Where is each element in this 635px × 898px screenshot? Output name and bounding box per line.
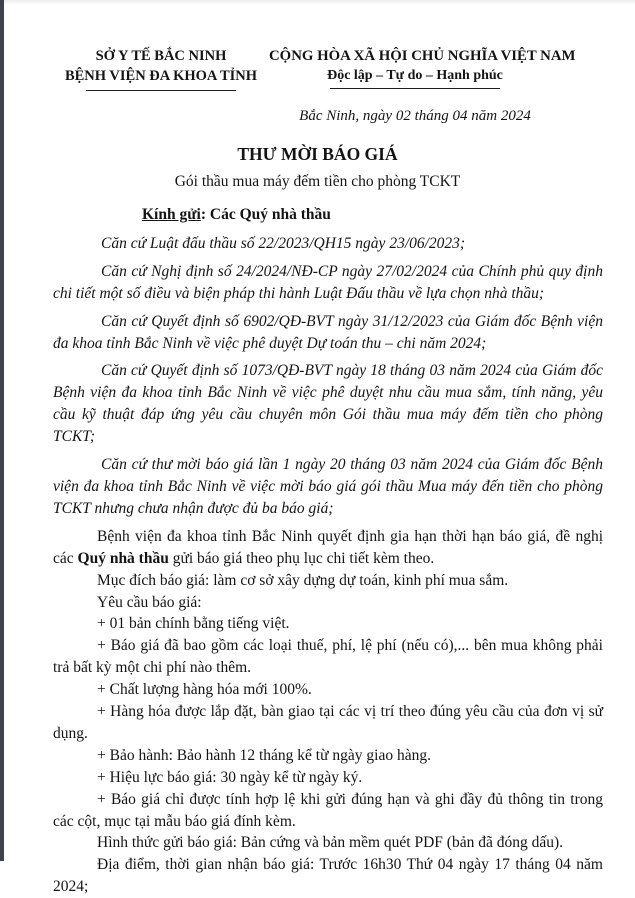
page-top-edge — [0, 0, 635, 5]
document-header — [0, 0, 635, 126]
org-name: BỆNH VIỆN ĐA KHOA TỈNH — [64, 68, 258, 84]
quote-requirement-item: + Báo giá đã bao gồm các loại thuế, phí, lệ phí (nếu có),... bên mua không phải trả bất kỳ một chi phí nào thêm. — [53, 637, 603, 677]
quote-requirement-item: + Báo giá chỉ được tính hợp lệ khi gửi đúng hạn và ghi đầy đủ thông tin trong các cột, mục tại mẫu báo giá đính kèm. — [53, 790, 603, 830]
quote-requirement-item: + Bảo hành: Bảo hành 12 tháng kể từ ngày giao hàng. — [97, 746, 431, 764]
national-motto: Độc lập – Tự do – Hạnh phúc — [327, 68, 503, 83]
national-title: CỘNG HÒA XÃ HỘI CHỦ NGHĨA VIỆT NAM — [269, 48, 576, 64]
salutation-value: : Các Quý nhà thầu — [200, 206, 331, 223]
quote-requirement-item: + Hàng hóa được lắp đặt, bàn giao tại các vị trí theo đúng yêu cầu của đơn vị sử dụng. — [53, 703, 603, 742]
decision-text-prefix: Bệnh viện đa khoa tỉnh Bắc Ninh quyết định gia hạn thời hạn báo giá, đề nghị các — [53, 527, 603, 567]
salutation-line — [142, 204, 603, 226]
issuing-org-block — [53, 46, 269, 126]
quote-requirement-item: + Hiệu lực báo giá: 30 ngày kể từ ngày ký. — [97, 768, 363, 786]
national-motto-block — [269, 46, 576, 126]
recital-paragraph: Căn cứ Quyết định số 1073/QĐ-BVT ngày 18 tháng 03 năm 2024 của Giám đốc Bệnh viện đa khoa tỉnh Bắc Ninh về việc phê duyệt nhu cầu mua sắm, tính năng, yêu cầu kỹ thuật đáp ứng yêu cầu chuyên môn Gói thầu mua máy đếm tiền cho phòng TCKT; — [53, 362, 603, 446]
salutation-label: Kính gửi — [142, 206, 201, 223]
quote-requirement-item: + Chất lượng hàng hóa mới 100%. — [97, 681, 312, 699]
org-underline — [86, 90, 236, 91]
decision-text-bold: Quý nhà thầu — [77, 549, 169, 567]
motto-underline — [330, 88, 500, 89]
decision-paragraph — [53, 526, 603, 570]
scan-edge-strip — [0, 0, 4, 861]
recital-paragraph: Căn cứ thư mời báo giá lần 1 ngày 20 tháng 03 năm 2024 của Giám đốc Bệnh viện đa khoa tỉnh Bắc Ninh về việc mời báo giá gói thầu Mua máy đến tiền cho phòng TCKT nhưng chưa nhận được đủ ba báo giá; — [53, 456, 603, 517]
body-paragraph: Mục đích báo giá: làm cơ sở xây dựng dự toán, kinh phí mua sắm. — [97, 571, 509, 589]
body-paragraph: Địa điểm, thời gian nhận báo giá: Trước 16h30 Thứ 04 ngày 17 tháng 04 năm 2024; — [53, 856, 603, 896]
document-subtitle: Gói thầu mua máy đếm tiền cho phòng TCKT — [174, 173, 461, 190]
recital-paragraph: Căn cứ Quyết định số 6902/QĐ-BVT ngày 31/12/2023 của Giám đốc Bệnh viện đa khoa tỉnh Bắc Ninh về việc phê duyệt Dự toán thu – chi năm 2024; — [53, 312, 603, 352]
org-parent-name: SỞ Y TẾ BẮC NINH — [95, 48, 227, 64]
document-title: THƯ MỜI BÁO GIÁ — [237, 144, 398, 164]
decision-text-suffix: gửi báo giá theo phụ lục chi tiết kèm theo. — [168, 549, 435, 567]
body-paragraph: Hình thức gửi báo giá: Bản cứng và bản mềm quét PDF (bản đã đóng dấu). — [97, 834, 563, 852]
place-date-line: Bắc Ninh, ngày 02 tháng 04 năm 2024 — [299, 108, 531, 124]
recital-paragraph: Căn cứ Nghị định số 24/2024/NĐ-CP ngày 27/02/2024 của Chính phủ quy định chi tiết một số điều và biện pháp thi hành Luật Đấu thầu về lựa chọn nhà thầu; — [53, 262, 603, 302]
quote-requirement-item: + 01 bản chính bằng tiếng việt. — [97, 615, 290, 633]
body-paragraph: Yêu cầu báo giá: — [97, 593, 202, 611]
recital-paragraph: Căn cứ Luật đấu thầu số 22/2023/QH15 ngày 23/06/2023; — [101, 234, 466, 252]
document-body — [0, 204, 635, 898]
